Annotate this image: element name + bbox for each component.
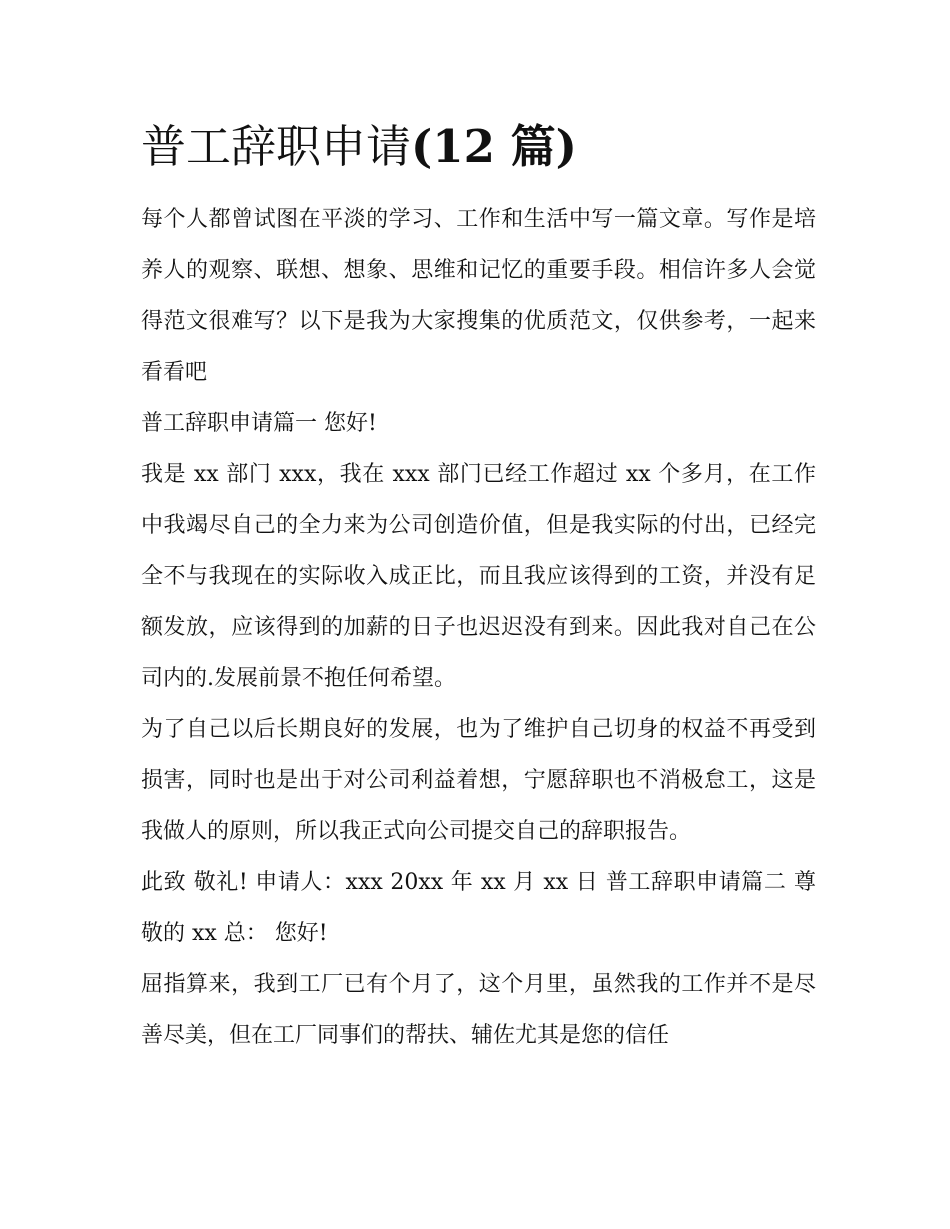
title-count: (12 [411, 120, 495, 173]
document-page [141, 112, 816, 1061]
document-title [141, 112, 816, 182]
body-paragraph: 屈指算来，我到工厂已有个月了，这个月里，虽然我的工作并不是尽善尽美，但在工厂同事们的帮扶、辅佐尤其是您的信任 [141, 972, 816, 1048]
closing-paragraph: 此致 敬礼! 申请人：xxx 20xx 年 xx 月 xx 日 普工辞职申请篇二 尊敬的 xx 总： 您好! [141, 870, 816, 946]
title-unit: 篇) [494, 120, 577, 173]
title-main: 普工辞职申请 [141, 120, 412, 173]
intro-paragraph: 每个人都曾试图在平淡的学习、工作和生活中写一篇文章。写作是培养人的观察、联想、想象、思维和记忆的重要手段。相信许多人会觉得范文很难写？以下是我为大家搜集的优质范文，仅供参考，一起来看看吧 [141, 207, 816, 385]
section-heading-1: 普工辞职申请篇一 您好! [141, 411, 377, 436]
body-paragraph: 为了自己以后长期良好的发展，也为了维护自己切身的权益不再受到损害，同时也是出于对公司利益着想，宁愿辞职也不消极怠工，这是我做人的原则，所以我正式向公司提交自己的辞职报告。 [141, 717, 816, 844]
body-paragraph: 我是 xx 部门 xxx，我在 xxx 部门已经工作超过 xx 个多月，在工作中我竭尽自己的全力来为公司创造价值，但是我实际的付出，已经完全不与我现在的实际收入成正比，而且我应该得到的工资，并没有足额发放，应该得到的加薪的日子也迟迟没有到来。因此我对自己在公司内的.发展前景不抱任何希望。 [141, 462, 816, 691]
